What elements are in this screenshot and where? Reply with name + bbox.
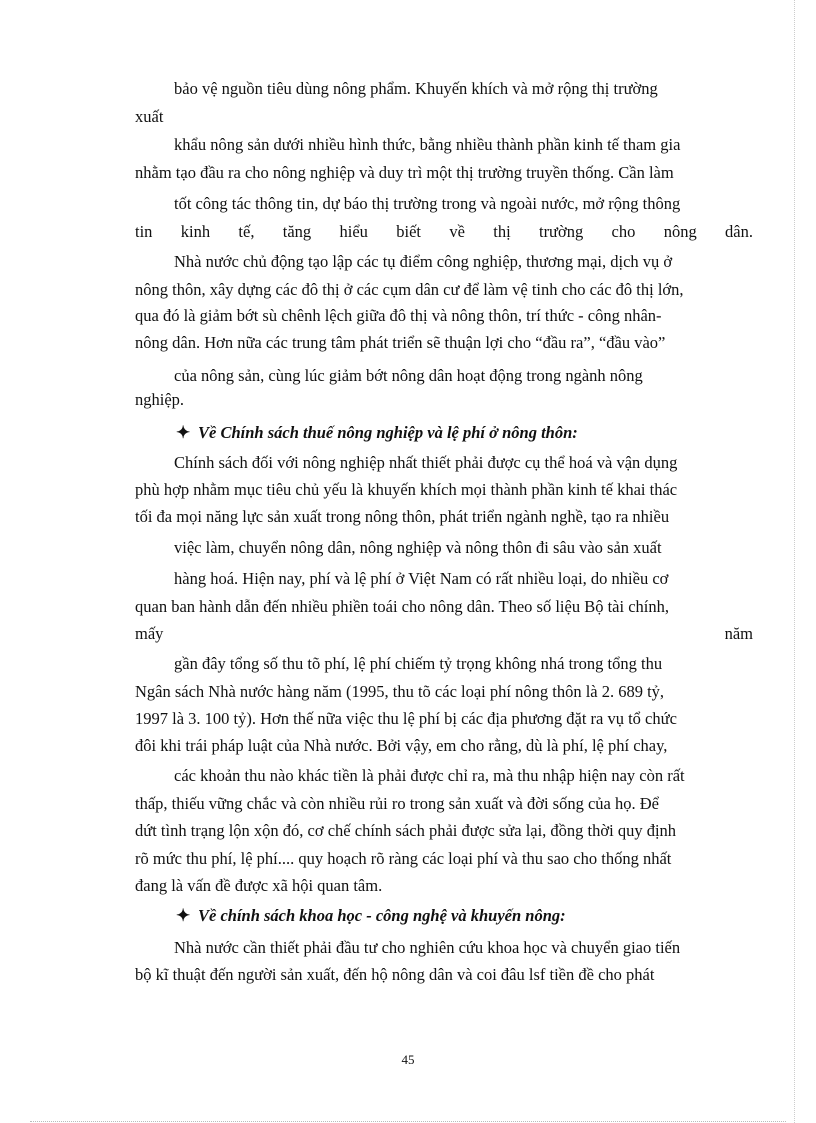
text-line: đôi khi trái pháp luật của Nhà nước. Bởi vậy, em cho rằng, dù là phí, lệ phí chay,: [135, 736, 668, 755]
heading-text: Về Chính sách thuế nông nghiệp và lệ phí ở nông thôn:: [198, 423, 578, 442]
text-line: tin kinh tế, tăng hiểu biết về thị trường cho nông dân.: [135, 222, 753, 241]
section-heading: [176, 422, 578, 444]
text-line: dứt tình trạng lộn xộn đó, cơ chế chính sách phải được sửa lại, đồng thời quy định: [135, 821, 677, 840]
text-line: các khoản thu nào khác tiền là phải được chỉ ra, mà thu nhập hiện nay còn rất: [174, 766, 685, 785]
text-line: nghiệp.: [135, 390, 185, 409]
text-line: rõ mức thu phí, lệ phí.... quy hoạch rõ ràng các loại phí và thu sao cho thống nhất: [135, 849, 672, 868]
text-line: việc làm, chuyển nông dân, nông nghiệp và nông thôn đi sâu vào sản xuất: [174, 538, 662, 557]
text-line: Chính sách đối với nông nghiệp nhất thiết phải được cụ thể hoá và vận dụng: [174, 453, 678, 472]
page-bottom-border: [30, 1121, 786, 1122]
star-bullet-icon: ✦: [176, 423, 191, 442]
text-line: xuất: [135, 107, 164, 126]
heading-text: Về chính sách khoa học - công nghệ và khuyến nông:: [198, 906, 566, 925]
text-line: quan ban hành dẫn đến nhiều phiền toái cho nông dân. Theo số liệu Bộ tài chính,: [135, 597, 669, 616]
text-line: 1997 là 3. 100 tỷ). Hơn thế nữa việc thu lệ phí bị các địa phương đặt ra vụ tổ chức: [135, 709, 677, 728]
text-line: qua đó là giảm bớt sù chênh lệch giữa đô thị và nông thôn, trí thức - công nhân-: [135, 306, 662, 325]
text-line: mấy năm: [135, 624, 753, 643]
text-line: Ngân sách Nhà nước hàng năm (1995, thu tõ các loại phí nông thôn là 2. 689 tỷ,: [135, 682, 665, 701]
text-line: bảo vệ nguồn tiêu dùng nông phẩm. Khuyến khích và mở rộng thị trường: [174, 79, 658, 98]
text-line: thấp, thiếu vững chắc và còn nhiều rủi ro trong sản xuất và đời sống của họ. Để: [135, 794, 659, 813]
text-line: Nhà nước chủ động tạo lập các tụ điểm công nghiệp, thương mại, dịch vụ ở: [174, 252, 673, 271]
text-line: đang là vấn đề được xã hội quan tâm.: [135, 876, 383, 895]
text-line: nông thôn, xây dựng các đô thị ở các cụm dân cư để làm vệ tinh cho các đô thị lớn,: [135, 280, 684, 299]
text-line: của nông sản, cùng lúc giảm bớt nông dân hoạt động trong ngành nông: [174, 366, 643, 385]
text-line: phù hợp nhằm mục tiêu chủ yếu là khuyến khích mọi thành phần kinh tế khai thác: [135, 480, 678, 499]
text-line: tối đa mọi năng lực sản xuất trong nông thôn, phát triển ngành nghề, tạo ra nhiều: [135, 507, 670, 526]
text-line: Nhà nước cần thiết phải đầu tư cho nghiên cứu khoa học và chuyển giao tiến: [174, 938, 681, 957]
text-line: bộ kĩ thuật đến người sản xuất, đến hộ nông dân và coi đâu lsf tiền đề cho phát: [135, 965, 655, 984]
star-bullet-icon: ✦: [176, 906, 191, 925]
section-heading: [176, 905, 566, 927]
text-line: khẩu nông sản dưới nhiều hình thức, bằng nhiều thành phần kinh tế tham gia: [174, 135, 681, 154]
text-line: hàng hoá. Hiện nay, phí và lệ phí ở Việt Nam có rất nhiều loại, do nhiều cơ: [174, 569, 669, 588]
page-right-border: [794, 0, 795, 1123]
text-line: nhằm tạo đầu ra cho nông nghiệp và duy trì một thị trường truyền thống. Cần làm: [135, 163, 674, 182]
text-line: tốt công tác thông tin, dự báo thị trường trong và ngoài nước, mở rộng thông: [174, 194, 681, 213]
text-line: gần đây tổng số thu tõ phí, lệ phí chiếm tỷ trọng không nhá trong tổng thu: [174, 654, 663, 673]
text-line: nông dân. Hơn nữa các trung tâm phát triển sẽ thuận lợi cho “đầu ra”, “đầu vào”: [135, 333, 666, 352]
page-number: 45: [401, 1052, 415, 1067]
